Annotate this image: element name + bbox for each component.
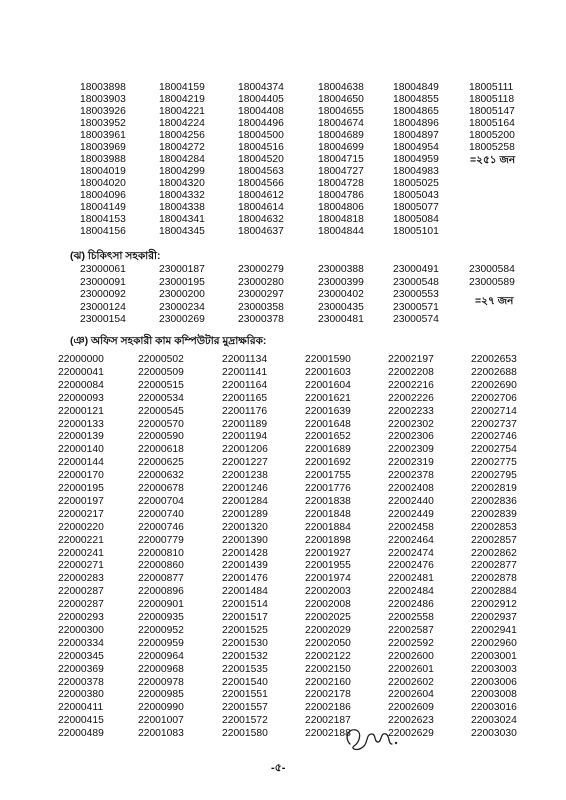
id-number: 22000959	[138, 637, 184, 649]
id-number: 22000935	[138, 612, 184, 623]
id-number: 22002558	[388, 612, 434, 623]
id-number: 22001320	[222, 521, 268, 533]
id-number: 22001884	[305, 521, 351, 533]
id-number: 22001652	[305, 431, 351, 443]
id-number: 22002187	[305, 715, 351, 727]
id-number: 22000000	[58, 354, 104, 365]
id-number: 22001227	[222, 457, 268, 469]
id-number: 23000091	[80, 276, 126, 288]
id-number: 22001535	[222, 663, 268, 675]
id-number: 22002592	[388, 637, 434, 649]
id-number: 22001927	[305, 547, 351, 559]
id-number: 23000589	[469, 276, 515, 288]
id-number: 23000195	[159, 276, 205, 288]
id-number: 22000952	[138, 624, 184, 636]
id-number: 22002601	[388, 663, 434, 675]
id-number: 18004299	[159, 166, 205, 177]
id-number: 18004221	[159, 106, 205, 117]
id-number: 22000502	[138, 354, 184, 365]
id-number: 22001692	[305, 457, 351, 469]
id-number: 18004818	[318, 214, 364, 225]
id-number: 22001848	[305, 508, 351, 520]
id-number: 22001776	[305, 483, 351, 494]
id-number: 23000491	[393, 264, 439, 275]
id-number: 23000399	[318, 276, 364, 288]
id-number: 22001514	[222, 599, 268, 611]
id-number: 22001572	[222, 715, 268, 727]
id-number: 18004563	[238, 166, 284, 177]
id-number: 22000300	[58, 624, 104, 636]
id-number: 22000968	[138, 663, 184, 675]
id-number: 18004954	[393, 142, 439, 153]
section2-total: =২৭ জন	[475, 295, 514, 307]
id-number: 22000345	[58, 650, 104, 662]
id-number: 22003006	[471, 676, 517, 688]
id-number: 23000553	[393, 289, 439, 300]
id-number: 22002440	[388, 495, 434, 507]
id-number: 23000481	[318, 314, 364, 325]
id-number: 22000369	[58, 663, 104, 675]
id-number: 22002150	[305, 663, 351, 675]
id-number: 22000411	[58, 702, 104, 714]
id-number: 22001580	[222, 728, 268, 740]
id-number: 22002960	[471, 637, 517, 649]
id-number: 22002877	[471, 560, 517, 572]
id-number: 18004405	[238, 94, 284, 105]
id-number: 23000280	[238, 276, 284, 288]
id-number: 22002029	[305, 624, 351, 636]
id-number: 22003024	[471, 715, 517, 727]
id-number: 22002857	[471, 534, 517, 546]
id-number: 22000415	[58, 715, 104, 727]
id-number: 23000378	[238, 314, 284, 325]
id-number: 18004637	[238, 226, 284, 237]
id-number: 18005043	[393, 190, 439, 201]
id-number: 22001238	[222, 470, 268, 482]
id-number: 22001189	[222, 418, 268, 430]
id-number: 22000746	[138, 521, 184, 533]
id-number: 22001164	[222, 379, 268, 391]
id-number: 22000740	[138, 508, 184, 520]
id-number: 22000810	[138, 547, 184, 559]
id-number: 22000860	[138, 560, 184, 572]
id-number: 18004332	[159, 190, 205, 201]
id-number: 18004865	[393, 106, 439, 117]
id-number: 18004338	[159, 202, 205, 213]
id-number: 22000220	[58, 521, 104, 533]
section2-heading: (ঝ) চিকিৎসা সহকারী:	[70, 250, 161, 262]
id-number: 18004844	[318, 226, 364, 237]
id-number: 22002836	[471, 495, 517, 507]
id-number: 18005258	[469, 142, 515, 153]
id-number: 22003001	[471, 650, 517, 662]
id-number: 22002754	[471, 444, 517, 456]
id-number: 22000632	[138, 470, 184, 482]
id-number: 22002775	[471, 457, 517, 469]
id-number: 23000061	[80, 264, 126, 275]
id-number: 22002216	[388, 379, 434, 391]
id-number: 22002449	[388, 508, 434, 520]
id-number: 22000964	[138, 650, 184, 662]
id-number: 22003030	[471, 728, 517, 740]
id-number: 22001246	[222, 483, 268, 494]
id-number: 23000124	[80, 301, 126, 313]
id-number: 22001134	[222, 354, 268, 365]
id-number: 22000545	[138, 405, 184, 417]
id-number: 22002025	[305, 612, 351, 623]
id-number: 22001525	[222, 624, 268, 636]
id-number: 22000144	[58, 457, 104, 469]
id-number: 22000990	[138, 702, 184, 714]
id-number: 22000217	[58, 508, 104, 520]
id-number: 22001604	[305, 379, 351, 391]
id-number: 18004096	[80, 190, 126, 201]
id-number: 18003988	[80, 154, 126, 165]
id-number: 22002688	[471, 366, 517, 378]
id-number: 22002600	[388, 650, 434, 662]
id-number: 22001898	[305, 534, 351, 546]
id-number: 22002587	[388, 624, 434, 636]
id-number: 22002186	[305, 702, 351, 714]
id-number: 22001284	[222, 495, 268, 507]
id-number: 22001557	[222, 702, 268, 714]
id-number: 22002306	[388, 431, 434, 443]
id-number: 18004019	[80, 166, 126, 177]
id-number: 22001532	[222, 650, 268, 662]
id-number: 18004408	[238, 106, 284, 117]
id-number: 18004786	[318, 190, 364, 201]
id-number: 18004272	[159, 142, 205, 153]
id-number: 22000195	[58, 483, 104, 494]
id-number: 22001540	[222, 676, 268, 688]
id-number: 18004728	[318, 178, 364, 189]
id-number: 22002937	[471, 612, 517, 623]
id-number: 22000618	[138, 444, 184, 456]
id-number: 18005025	[393, 178, 439, 189]
id-number: 18004520	[238, 154, 284, 165]
id-number: 22002208	[388, 366, 434, 378]
id-number: 22002003	[305, 586, 351, 598]
id-number: 22000534	[138, 392, 184, 404]
id-number: 22000625	[138, 457, 184, 469]
id-number: 22001176	[222, 405, 268, 417]
id-number: 22000287	[58, 586, 104, 598]
id-number: 23000234	[159, 301, 205, 313]
id-number: 18004614	[238, 202, 284, 213]
id-number: 22001551	[222, 689, 268, 701]
id-number: 18004159	[159, 82, 205, 93]
id-number: 22001590	[305, 354, 351, 365]
id-number: 18005118	[469, 94, 515, 105]
id-number: 18003969	[80, 142, 126, 153]
id-number: 22001141	[222, 366, 268, 378]
id-number: 18004320	[159, 178, 205, 189]
id-number: 18004632	[238, 214, 284, 225]
id-number: 22000380	[58, 689, 104, 701]
id-number: 18003903	[80, 94, 126, 105]
id-number: 18004715	[318, 154, 364, 165]
id-number: 22000489	[58, 728, 104, 740]
id-number: 22001206	[222, 444, 268, 456]
id-number: 22003003	[471, 663, 517, 675]
id-number: 22000779	[138, 534, 184, 546]
id-number: 18004897	[393, 130, 439, 141]
id-number: 22000985	[138, 689, 184, 701]
id-number: 22000334	[58, 637, 104, 649]
id-number: 22002941	[471, 624, 517, 636]
id-number: 18004727	[318, 166, 364, 177]
id-number: 23000200	[159, 289, 205, 300]
id-number: 22000221	[58, 534, 104, 546]
page-number: -৫-	[271, 762, 286, 774]
id-number: 22001439	[222, 560, 268, 572]
id-number: 22002122	[305, 650, 351, 662]
id-number: 22002197	[388, 354, 434, 365]
id-number: 18004341	[159, 214, 205, 225]
id-number: 22002839	[471, 508, 517, 520]
id-number: 22001530	[222, 637, 268, 649]
id-number: 22001484	[222, 586, 268, 598]
id-number: 18003952	[80, 118, 126, 129]
id-number: 18003961	[80, 130, 126, 141]
id-number: 22001083	[138, 728, 184, 740]
id-number: 22002795	[471, 470, 517, 482]
id-number: 22002050	[305, 637, 351, 649]
id-number: 18005164	[469, 118, 515, 129]
id-number: 22000121	[58, 405, 104, 417]
id-number: 22001007	[138, 715, 184, 727]
id-number: 18005200	[469, 130, 515, 141]
id-number: 22001476	[222, 573, 268, 585]
id-number: 18004020	[80, 178, 126, 189]
id-number: 18004516	[238, 142, 284, 153]
section3-heading: (ঞ) অফিস সহকারী কাম কম্পিউটার মুদ্রাক্ষরিক:	[70, 335, 267, 347]
id-number: 22002737	[471, 418, 517, 430]
id-number: 22000041	[58, 366, 104, 378]
id-number: 22000570	[138, 418, 184, 430]
id-number: 22000978	[138, 676, 184, 688]
id-number: 23000279	[238, 264, 284, 275]
id-number: 18005084	[393, 214, 439, 225]
id-number: 22001838	[305, 495, 351, 507]
id-number: 18004500	[238, 130, 284, 141]
id-number: 18004896	[393, 118, 439, 129]
id-number: 22000515	[138, 379, 184, 391]
id-number: 22000509	[138, 366, 184, 378]
id-number: 22002484	[388, 586, 434, 598]
id-number: 22002853	[471, 521, 517, 533]
id-number: 22002690	[471, 379, 517, 391]
id-number: 18005101	[393, 226, 439, 237]
id-number: 18004156	[80, 226, 126, 237]
id-number: 18004699	[318, 142, 364, 153]
id-number: 22001390	[222, 534, 268, 546]
id-number: 18004149	[80, 202, 126, 213]
id-number: 22002602	[388, 676, 434, 688]
id-number: 22001689	[305, 444, 351, 456]
id-number: 22001165	[222, 392, 268, 404]
id-number: 23000388	[318, 264, 364, 275]
id-number: 18004345	[159, 226, 205, 237]
id-number: 23000297	[238, 289, 284, 300]
id-number: 22001517	[222, 612, 268, 623]
id-number: 22002653	[471, 354, 517, 365]
id-number: 22002476	[388, 560, 434, 572]
id-number: 22002623	[388, 715, 434, 727]
id-number: 18004983	[393, 166, 439, 177]
id-number: 23000269	[159, 314, 205, 325]
id-number: 23000358	[238, 301, 284, 313]
id-number: 22002474	[388, 547, 434, 559]
id-number: 18004655	[318, 106, 364, 117]
id-number: 18004224	[159, 118, 205, 129]
id-number: 22001974	[305, 573, 351, 585]
id-number: 22000901	[138, 599, 184, 611]
id-number: 22000139	[58, 431, 104, 443]
id-number: 22000093	[58, 392, 104, 404]
id-number: 22000704	[138, 495, 184, 507]
id-number: 18004689	[318, 130, 364, 141]
id-number: 22002226	[388, 392, 434, 404]
id-number: 22000896	[138, 586, 184, 598]
id-number: 23000571	[393, 301, 439, 313]
id-number: 22002714	[471, 405, 517, 417]
id-number: 22002378	[388, 470, 434, 482]
id-number: 22000133	[58, 418, 104, 430]
id-number: 22001648	[305, 418, 351, 430]
id-number: 22002309	[388, 444, 434, 456]
id-number: 22000293	[58, 612, 104, 623]
id-number: 23000187	[159, 264, 205, 275]
signature-image	[338, 712, 408, 762]
id-number: 22000271	[58, 560, 104, 572]
id-number: 18004650	[318, 94, 364, 105]
id-number: 22002178	[305, 689, 351, 701]
id-number: 22002862	[471, 547, 517, 559]
id-number: 22002884	[471, 586, 517, 598]
id-number: 22000287	[58, 599, 104, 611]
id-number: 18004959	[393, 154, 439, 165]
section1-total: =২৫১ জন	[470, 154, 516, 166]
id-number: 22002878	[471, 573, 517, 585]
id-number: 22002706	[471, 392, 517, 404]
id-number: 18005077	[393, 202, 439, 213]
id-number: 23000548	[393, 276, 439, 288]
id-number: 23000574	[393, 314, 439, 325]
id-number: 22002604	[388, 689, 434, 701]
id-number: 18004612	[238, 190, 284, 201]
id-number: 18004638	[318, 82, 364, 93]
id-number: 22001194	[222, 431, 268, 443]
id-number: 22002319	[388, 457, 434, 469]
id-number: 18005111	[469, 82, 514, 93]
id-number: 18004806	[318, 202, 364, 213]
id-number: 18004566	[238, 178, 284, 189]
id-number: 23000154	[80, 314, 126, 325]
id-number: 22000084	[58, 379, 104, 391]
id-number: 22001603	[305, 366, 351, 378]
id-number: 22000170	[58, 470, 104, 482]
id-number: 22002188	[305, 728, 351, 740]
id-number: 22001428	[222, 547, 268, 559]
id-number: 18004153	[80, 214, 126, 225]
id-number: 22001755	[305, 470, 351, 482]
id-number: 22002160	[305, 676, 351, 688]
id-number: 22002408	[388, 483, 434, 494]
id-number: 18004284	[159, 154, 205, 165]
id-number: 18004849	[393, 82, 439, 93]
id-number: 18004256	[159, 130, 205, 141]
id-number: 22001639	[305, 405, 351, 417]
id-number: 22001289	[222, 508, 268, 520]
id-number: 22002481	[388, 573, 434, 585]
id-number: 22002464	[388, 534, 434, 546]
id-number: 22000140	[58, 444, 104, 456]
id-number: 22001621	[305, 392, 351, 404]
id-number: 22003008	[471, 689, 517, 701]
id-number: 22000197	[58, 495, 104, 507]
id-number: 18004674	[318, 118, 364, 129]
id-number: 22002458	[388, 521, 434, 533]
id-number: 23000092	[80, 289, 126, 300]
id-number: 22000241	[58, 547, 104, 559]
id-number: 22002609	[388, 702, 434, 714]
id-number: 18004855	[393, 94, 439, 105]
id-number: 18004496	[238, 118, 284, 129]
id-number: 22002233	[388, 405, 434, 417]
id-number: 22002912	[471, 599, 517, 611]
id-number: 23000402	[318, 289, 364, 300]
id-number: 18003926	[80, 106, 126, 117]
id-number: 22002746	[471, 431, 517, 443]
id-number: 23000435	[318, 301, 364, 313]
id-number: 22000378	[58, 676, 104, 688]
id-number: 22002819	[471, 483, 517, 494]
id-number: 22003016	[471, 702, 517, 714]
id-number: 22000877	[138, 573, 184, 585]
id-number: 22000590	[138, 431, 184, 443]
id-number: 22001955	[305, 560, 351, 572]
id-number: 22000283	[58, 573, 104, 585]
id-number: 22002486	[388, 599, 434, 611]
id-number: 18005147	[469, 106, 515, 117]
id-number: 18003898	[80, 82, 126, 93]
id-number: 22002629	[388, 728, 434, 740]
id-number: 18004219	[159, 94, 205, 105]
id-number: 22002008	[305, 599, 351, 611]
id-number: 22002302	[388, 418, 434, 430]
id-number: 22000678	[138, 483, 184, 494]
id-number: 18004374	[238, 82, 284, 93]
id-number: 23000584	[469, 264, 515, 275]
